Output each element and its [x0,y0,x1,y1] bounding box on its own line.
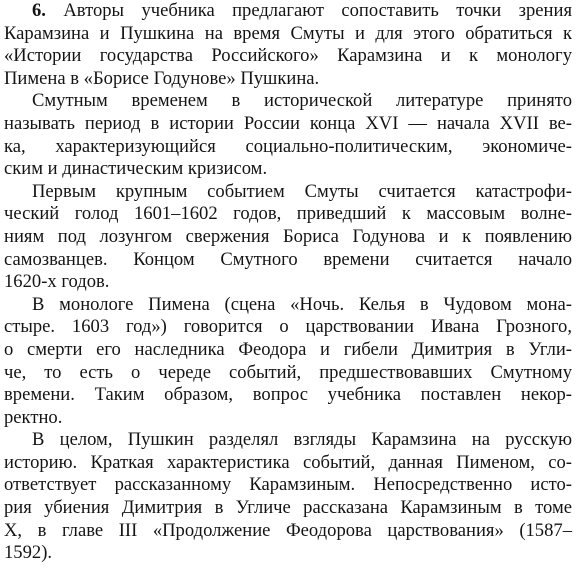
paragraph-1 [4,0,572,90]
text-line: X, в главе III «Продолжение Феодорова царствования» (1587– [4,519,572,541]
paragraph-3 [4,181,572,294]
exercise-number: 6. [32,0,46,21]
text-line: «Истории государства Российского» Карамзина и к монологу [4,45,572,67]
text-line: стыре. 1603 год») говорится о царствовании Ивана Грозного, [4,316,572,338]
text-line: историю. Краткая характеристика событий, данная Пименом, со- [4,451,572,473]
text-line: 1620-х годов. [4,271,110,293]
text-line: ка, характеризующийся социально-политическим, экономиче- [4,135,572,157]
text-line: Пимена в «Борисе Годунове» Пушкина. [4,67,320,89]
text-line-content: Авторы учебника предлагают сопоставить точки зрения [45,0,572,21]
text-line: рия убиения Димитрия в Угличе рассказана Карамзиным в томе [4,497,572,519]
text-line: самозванцев. Концом Смутного времени считается начало [4,248,572,270]
text-line: Смутным временем в исторической литературе принято [32,90,572,112]
text-line: че, то есть о череде событий, предшествовавших Смутному [4,361,572,383]
text-line: В монологе Пимена (сцена «Ночь. Келья в Чудовом мона- [32,293,572,315]
text-line: ректно. [4,406,63,428]
text-line: ответствует рассказанному Карамзиным. Непосредственно исто- [4,474,572,496]
text-line: ским и династическим кризисом. [4,158,268,180]
text-line: ческий голод 1601–1602 годов, приведший к массовым волне- [4,203,572,225]
paragraph-2 [4,90,572,180]
text-line [4,0,572,23]
paragraph-5 [4,429,572,565]
text-line: В целом, Пушкин разделял взгляды Карамзина на русскую [32,429,572,451]
text-line: 1592). [4,542,53,564]
text-line: о смерти его наследника Феодора и гибели Димитрия в Угли- [4,338,572,360]
text-line: ниям под лозунгом свержения Бориса Годунова и к появлению [4,225,572,247]
text-line: называть период в истории России конца XVI — начала XVII ве- [4,112,572,134]
document-page [4,0,572,586]
text-line: Карамзина и Пушкина на время Смуты и для этого обратиться к [4,22,572,44]
paragraph-4 [4,294,572,430]
text-line: времени. Таким образом, вопрос учебника поставлен некор- [4,384,572,406]
text-line: Первым крупным событием Смуты считается катастрофи- [32,180,572,202]
